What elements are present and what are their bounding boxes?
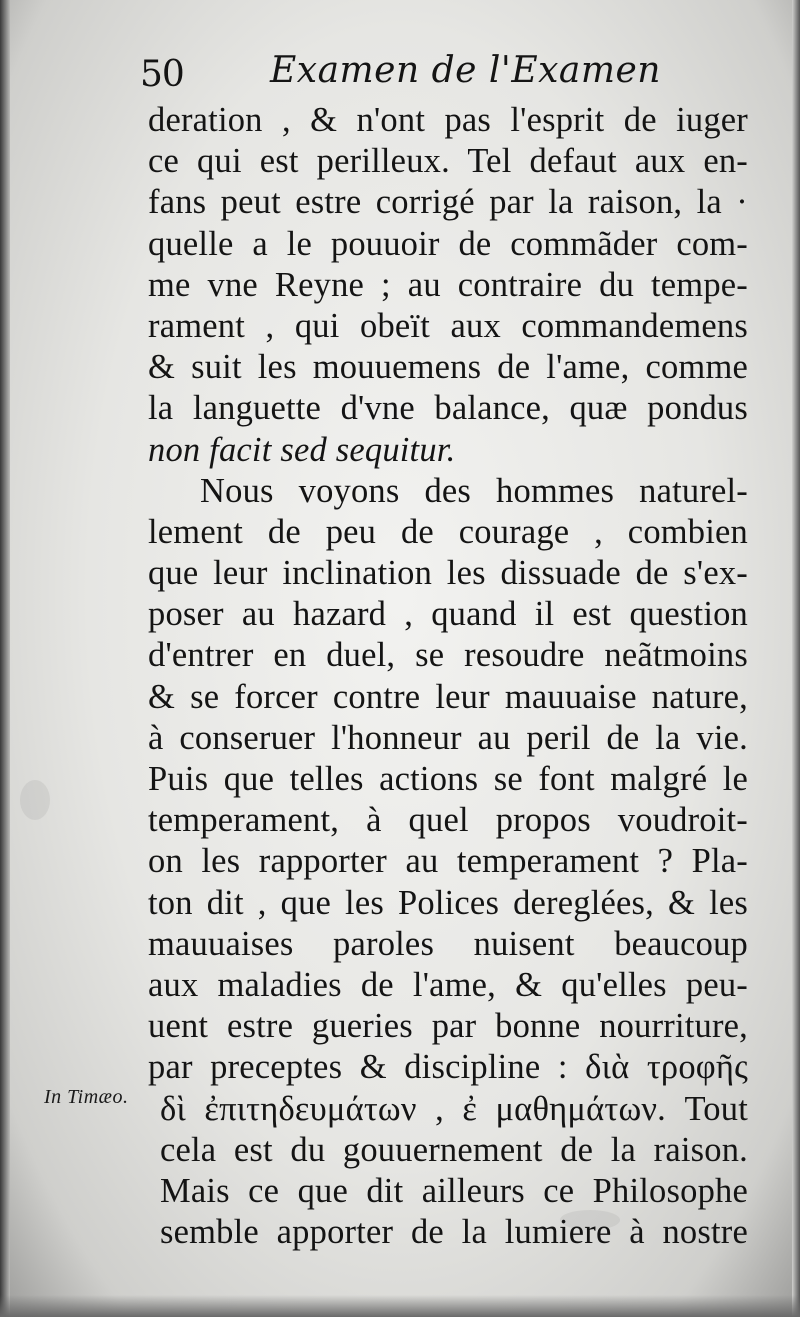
text-line: semble apporter de la lumiere à nostre [160, 1213, 748, 1252]
text-line: & suit les mouuemens de l'ame, comme [148, 348, 748, 387]
page-bottom-shadow [0, 1295, 800, 1317]
running-title: Examen de l'Examen [270, 50, 661, 91]
text-line: quelle a le pouuoir de commãder com- [148, 224, 748, 263]
stain [20, 780, 50, 820]
page-binding-shadow [0, 0, 10, 1317]
greek-quote-line: par preceptes & discipline : διὰ τροφῆς [148, 1048, 748, 1087]
text-line: cela est du gouuernement de la raison. [160, 1130, 748, 1169]
text-line: ton dit , que les Polices dereglées, & les [148, 883, 748, 922]
text-line: on les rapporter au temperament ? Pla- [148, 842, 748, 881]
page-header [140, 48, 760, 104]
text-line: à conseruer l'honneur au peril de la vie. [148, 718, 748, 757]
text-line: me vne Reyne ; au contraire du tempe- [148, 265, 748, 304]
text-line: temperament, à quel propos voudroit- [148, 801, 748, 840]
text-line: rament , qui obeït aux commandemens [148, 306, 748, 345]
text-line: uent estre gueries par bonne nourriture, [148, 1007, 748, 1046]
text-line: aux maladies de l'ame, & qu'elles peu- [148, 965, 748, 1004]
text-line: que leur inclination les dissuade de s'ex- [148, 554, 748, 593]
text-line: poser au hazard , quand il est question [148, 595, 748, 634]
text-line: d'entrer en duel, se resoudre neãtmoins [148, 636, 748, 675]
text-line: deration , & n'ont pas l'esprit de iuger [148, 101, 748, 139]
text-line: fans peut estre corrigé par la raison, la · [148, 183, 748, 222]
text-line: Puis que telles actions se font malgré le [148, 760, 748, 798]
body-text [148, 100, 748, 1253]
text-line: ce qui est perilleux. Tel defaut aux en- [148, 142, 748, 181]
page-number: 50 [140, 54, 184, 95]
margin-note: In Timæo. [44, 1086, 129, 1108]
latin-quote-line: non facit sed sequitur. [148, 430, 456, 469]
text-line: & se forcer contre leur mauuaise nature, [148, 677, 748, 716]
greek-quote-line: δὶ ἐπιτηδευμάτων , ἐ μαθημάτων. Tout [160, 1089, 748, 1128]
page-edge-shadow [792, 0, 800, 1317]
text-line: mauuaises paroles nuisent beaucoup [148, 924, 748, 963]
text-line: la languette d'vne balance, quæ pondus [148, 389, 748, 428]
text-line: lement de peu de courage , combien [148, 512, 748, 551]
text-line: Mais ce que dit ailleurs ce Philosophe [160, 1171, 748, 1210]
paragraph-start-line: Nous voyons des hommes naturel- [200, 471, 748, 510]
